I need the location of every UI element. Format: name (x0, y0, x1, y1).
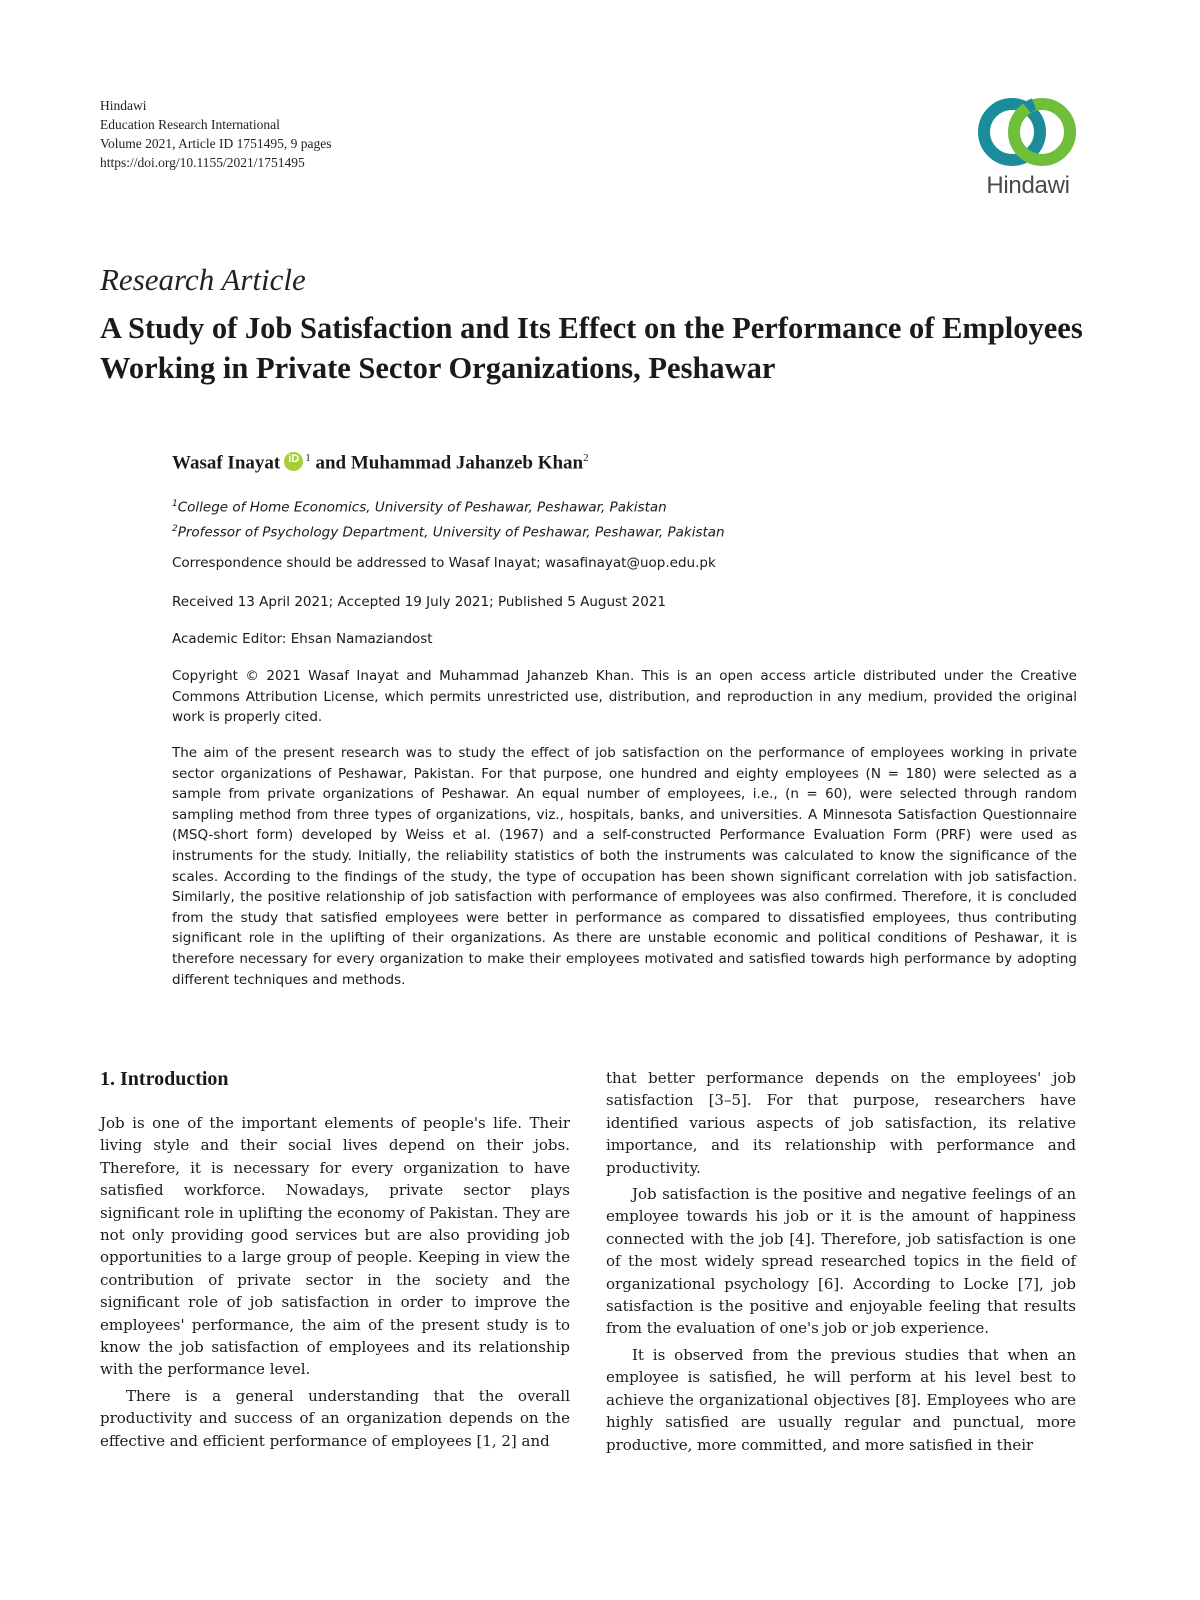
hindawi-logo (972, 96, 1084, 206)
intro-paragraph-1: Job is one of the important elements of people's life. Their living style and their social lives depend on their jobs. Therefore, it is necessary for every organization to have satisfied workforce. Nowadays, private sector plays significant role in uplifting the economy of Pakistan. They are not only providing good services but are also providing job opportunities to a large group of people. Keeping in view the contribution of private sector in the society and the significant role of job satisfaction in order to improve the employees' performance, the aim of the present study is to know the job satisfaction of employees and its relationship with the performance level. (100, 1114, 570, 1379)
publisher-name: Hindawi (100, 98, 147, 113)
author-2-affil-marker: 2 (583, 452, 589, 464)
affiliation-2: $^2$Professor of Psychology Department, University of Peshawar, Peshawar, Pakistan (172, 523, 725, 540)
doi-link[interactable]: https://doi.org/10.1155/2021/1751495 (100, 155, 305, 170)
right-column (606, 1067, 1076, 1456)
article-type: Research Article (100, 262, 306, 297)
author-1-affil-marker: 1 (305, 452, 311, 464)
volume-info: Volume 2021, Article ID 1751495, 9 pages (100, 136, 332, 151)
intro-paragraph-5: It is observed from the previous studies that when an employee is satisfied, he will perform at his level best to achieve the organizational objectives [8]. Employees who are highly satisfied are usually regular and punctual, more productive, more committed, and more satisfied in their (606, 1345, 1076, 1454)
intro-paragraph-2: There is a general understanding that the overall productivity and success of an organization depends on the effective and efficient performance of employees [1, 2] and (100, 1386, 570, 1450)
affiliation-1: $^1$College of Home Economics, University of Peshawar, Peshawar, Pakistan (172, 499, 667, 516)
intro-paragraph-4: Job satisfaction is the positive and negative feelings of an employee towards his job or it is the amount of happiness connected with the job [4]. Therefore, job satisfaction is one of the most widely spread researched topics in the field of organizational psychology [6]. According to Locke [7], job satisfaction is the positive and enjoyable feeling that results from the evaluation of one's job or job experience. (606, 1185, 1076, 1338)
intro-paragraph-3: that better performance depends on the employees' job satisfaction [3–5]. For that purpose, researchers have identified various aspects of job satisfaction, its relative importance, and its relationship with performance and productivity. (606, 1069, 1076, 1177)
section-heading-introduction: 1. Introduction (100, 1068, 229, 1090)
author-list (172, 452, 589, 474)
journal-name: Education Research International (100, 117, 280, 132)
affiliations (172, 494, 725, 543)
article-title: A Study of Job Satisfaction and Its Effect on the Performance of Employees Working in Private Sector Organizations, Peshawar (100, 311, 1083, 385)
hindawi-wordmark: Hindawi (986, 172, 1070, 199)
orcid-icon[interactable]: iD (284, 452, 303, 471)
copyright-notice: Copyright © 2021 Wasaf Inayat and Muhammad Jahanzeb Khan. This is an open access article distributed under the Creative Commons Attribution License, which permits unrestricted use, distribution, and reproduction in any medium, provided the original work is properly cited. (172, 668, 1077, 725)
hindawi-rings-icon (972, 96, 1084, 176)
abstract: The aim of the present research was to study the effect of job satisfaction on the performance of employees working in private sector organizations of Peshawar, Pakistan. For that purpose, one hundred and eighty employees (N = 180) were selected as a sample from private organizations of Peshawar. An equal number of employees, i.e., (n = 60), were selected through random sampling method from three types of organizations, viz., hospitals, banks, and universities. A Minnesota Satisfaction Questionnaire (MSQ-short form) developed by Weiss et al. (1967) and a self-constructed Performance Evaluation Form (PRF) were used as instruments for the study. Initially, the reliability statistics of both the instruments was calculated to know the significance of the scales. According to the findings of the study, the type of occupation has been shown significant correlation with job satisfaction. Similarly, the positive relationship of job satisfaction with performance of employees was also confirmed. Therefore, it is concluded from the study that satisfied employees were better in performance as compared to dissatisfied employees, thus contributing significant role in the uplifting of their organizations. As there are unstable economic and political conditions of Peshawar, it is therefore necessary for every organization to make their employees motivated and satisfied towards high performance by adopting different techniques and methods. (172, 745, 1077, 988)
left-column (100, 1112, 570, 1452)
publication-dates: Received 13 April 2021; Accepted 19 July 2021; Published 5 August 2021 (172, 594, 666, 610)
journal-header (100, 96, 331, 172)
author-2[interactable]: and Muhammad Jahanzeb Khan (310, 452, 584, 474)
author-1[interactable]: Wasaf Inayat (172, 452, 281, 474)
correspondence: Correspondence should be addressed to Wasaf Inayat; wasafinayat@uop.edu.pk (172, 555, 716, 571)
academic-editor: Academic Editor: Ehsan Namaziandost (172, 631, 433, 647)
